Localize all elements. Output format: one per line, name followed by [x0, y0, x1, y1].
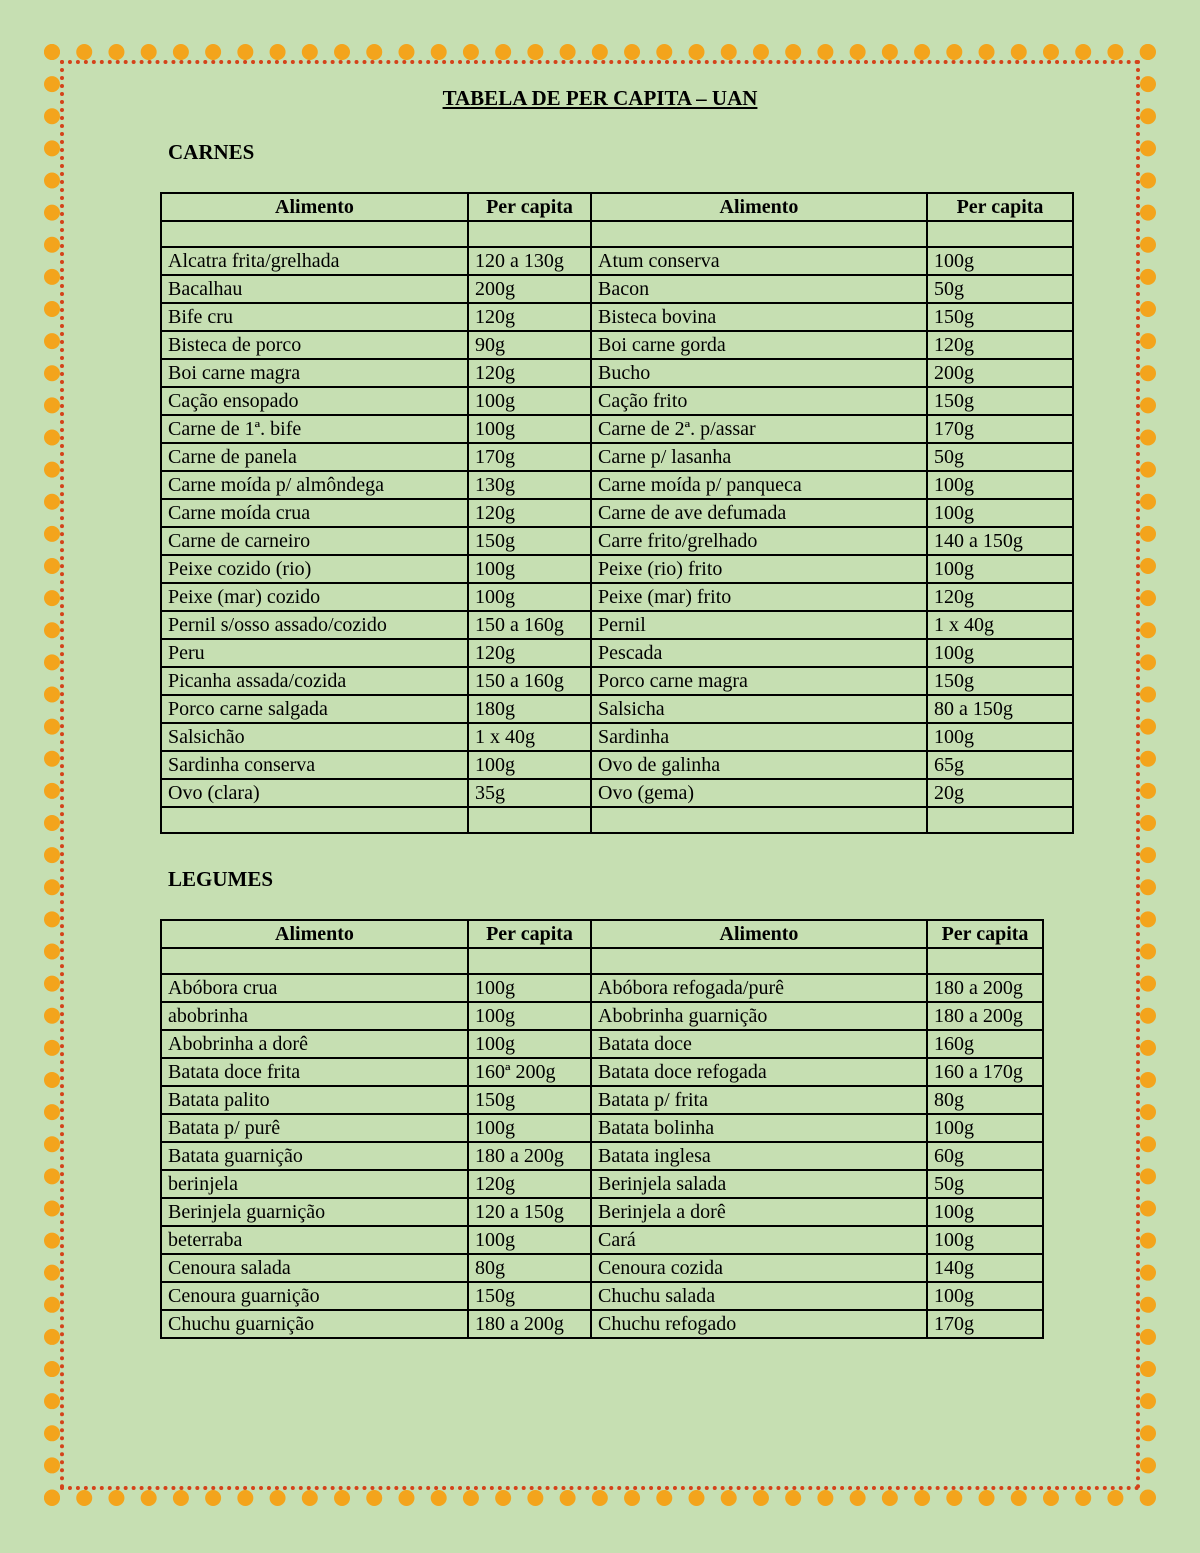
header-per-capita: Per capita — [927, 193, 1073, 221]
table-row — [161, 1114, 1043, 1142]
food-cell: Carne p/ lasanha — [591, 443, 927, 471]
per-capita-cell: 100g — [927, 247, 1073, 275]
per-capita-cell: 100g — [468, 1226, 591, 1254]
food-cell: Sardinha conserva — [161, 751, 468, 779]
per-capita-cell: 140 a 150g — [927, 527, 1073, 555]
food-cell: Abobrinha guarnição — [591, 1002, 927, 1030]
per-capita-cell: 150g — [927, 667, 1073, 695]
table-row — [161, 1282, 1043, 1310]
per-capita-cell: 120 a 130g — [468, 247, 591, 275]
table-row — [161, 303, 1073, 331]
food-cell: Pernil — [591, 611, 927, 639]
per-capita-cell: 170g — [927, 415, 1073, 443]
table-row — [161, 275, 1073, 303]
header-per-capita: Per capita — [468, 920, 591, 948]
food-cell: Alcatra frita/grelhada — [161, 247, 468, 275]
food-cell: Picanha assada/cozida — [161, 667, 468, 695]
per-capita-cell: 80g — [468, 1254, 591, 1282]
food-cell: Carne moída p/ panqueca — [591, 471, 927, 499]
food-cell: Peixe (mar) cozido — [161, 583, 468, 611]
food-cell: Batata guarnição — [161, 1142, 468, 1170]
per-capita-cell: 150 a 160g — [468, 667, 591, 695]
empty-row — [161, 948, 1043, 974]
food-cell: Chuchu guarnição — [161, 1310, 468, 1338]
header-per-capita: Per capita — [468, 193, 591, 221]
food-cell: berinjela — [161, 1170, 468, 1198]
food-cell: Carne de 2ª. p/assar — [591, 415, 927, 443]
per-capita-cell: 100g — [468, 387, 591, 415]
section-heading-carnes: CARNES — [168, 140, 255, 164]
food-cell: Cará — [591, 1226, 927, 1254]
food-cell: Carne moída p/ almôndega — [161, 471, 468, 499]
food-cell: Carre frito/grelhado — [591, 527, 927, 555]
per-capita-cell: 120g — [468, 499, 591, 527]
per-capita-cell: 150g — [927, 303, 1073, 331]
per-capita-cell: 150g — [468, 527, 591, 555]
food-cell: Ovo (gema) — [591, 779, 927, 807]
per-capita-cell: 100g — [468, 555, 591, 583]
per-capita-cell: 100g — [927, 1282, 1043, 1310]
food-cell: Cenoura salada — [161, 1254, 468, 1282]
per-capita-cell: 50g — [927, 275, 1073, 303]
per-capita-cell: 160ª 200g — [468, 1058, 591, 1086]
per-capita-cell: 100g — [468, 1030, 591, 1058]
food-cell: Bacalhau — [161, 275, 468, 303]
food-cell: Salsicha — [591, 695, 927, 723]
per-capita-cell: 120g — [468, 1170, 591, 1198]
per-capita-cell: 120 a 150g — [468, 1198, 591, 1226]
empty-row — [161, 807, 1073, 833]
food-cell: Salsichão — [161, 723, 468, 751]
food-cell: Berinjela a dorê — [591, 1198, 927, 1226]
food-cell: Porco carne salgada — [161, 695, 468, 723]
per-capita-cell: 180 a 200g — [927, 1002, 1043, 1030]
per-capita-cell: 100g — [927, 471, 1073, 499]
table-header-row — [161, 193, 1073, 221]
food-cell: Batata doce — [591, 1030, 927, 1058]
per-capita-cell: 100g — [468, 974, 591, 1002]
food-cell: Pescada — [591, 639, 927, 667]
per-capita-cell: 120g — [468, 639, 591, 667]
table-row — [161, 695, 1073, 723]
per-capita-cell: 100g — [468, 751, 591, 779]
per-capita-cell: 120g — [927, 331, 1073, 359]
food-cell: Boi carne magra — [161, 359, 468, 387]
table-row — [161, 1086, 1043, 1114]
per-capita-cell: 100g — [927, 639, 1073, 667]
per-capita-cell: 120g — [468, 359, 591, 387]
header-alimento: Alimento — [161, 920, 468, 948]
food-cell: Cação ensopado — [161, 387, 468, 415]
per-capita-cell: 80 a 150g — [927, 695, 1073, 723]
per-capita-cell: 120g — [468, 303, 591, 331]
table-row — [161, 1142, 1043, 1170]
per-capita-cell: 100g — [468, 1114, 591, 1142]
food-cell: Cação frito — [591, 387, 927, 415]
per-capita-cell: 150 a 160g — [468, 611, 591, 639]
per-capita-cell: 80g — [927, 1086, 1043, 1114]
per-capita-cell: 200g — [927, 359, 1073, 387]
table-row — [161, 751, 1073, 779]
food-cell: Cenoura guarnição — [161, 1282, 468, 1310]
per-capita-cell: 100g — [468, 1002, 591, 1030]
table-row — [161, 1226, 1043, 1254]
food-cell: Boi carne gorda — [591, 331, 927, 359]
header-per-capita: Per capita — [927, 920, 1043, 948]
table-row — [161, 1170, 1043, 1198]
per-capita-cell: 100g — [927, 1226, 1043, 1254]
food-cell: Carne de panela — [161, 443, 468, 471]
food-cell: Carne de 1ª. bife — [161, 415, 468, 443]
table-row — [161, 471, 1073, 499]
per-capita-cell: 100g — [927, 499, 1073, 527]
empty-cell — [161, 807, 468, 833]
per-capita-cell: 200g — [468, 275, 591, 303]
table-row — [161, 1030, 1043, 1058]
empty-row — [161, 221, 1073, 247]
per-capita-cell: 1 x 40g — [468, 723, 591, 751]
food-cell: Peixe (rio) frito — [591, 555, 927, 583]
per-capita-cell: 100g — [468, 583, 591, 611]
empty-cell — [927, 221, 1073, 247]
per-capita-cell: 170g — [927, 1310, 1043, 1338]
food-cell: Bife cru — [161, 303, 468, 331]
per-capita-cell: 35g — [468, 779, 591, 807]
food-cell: Batata p/ purê — [161, 1114, 468, 1142]
food-cell: Pernil s/osso assado/cozido — [161, 611, 468, 639]
food-cell: Sardinha — [591, 723, 927, 751]
empty-cell — [927, 948, 1043, 974]
header-alimento: Alimento — [591, 920, 927, 948]
table-row — [161, 1198, 1043, 1226]
table-row — [161, 667, 1073, 695]
table-row — [161, 499, 1073, 527]
table-row — [161, 443, 1073, 471]
per-capita-cell: 180 a 200g — [468, 1310, 591, 1338]
table-header-row — [161, 920, 1043, 948]
per-capita-cell: 180g — [468, 695, 591, 723]
per-capita-cell: 170g — [468, 443, 591, 471]
legumes-table — [160, 919, 1044, 1339]
food-cell: Atum conserva — [591, 247, 927, 275]
food-cell: Ovo (clara) — [161, 779, 468, 807]
per-capita-cell: 100g — [927, 1198, 1043, 1226]
empty-cell — [591, 807, 927, 833]
food-cell: abobrinha — [161, 1002, 468, 1030]
per-capita-cell: 1 x 40g — [927, 611, 1073, 639]
food-cell: Batata p/ frita — [591, 1086, 927, 1114]
food-cell: Chuchu salada — [591, 1282, 927, 1310]
carnes-table — [160, 192, 1074, 834]
table-row — [161, 331, 1073, 359]
food-cell: Ovo de galinha — [591, 751, 927, 779]
table-row — [161, 1058, 1043, 1086]
per-capita-cell: 150g — [468, 1282, 591, 1310]
table-row — [161, 1002, 1043, 1030]
table-row — [161, 974, 1043, 1002]
per-capita-cell: 100g — [927, 555, 1073, 583]
page-title: TABELA DE PER CAPITA – UAN — [442, 86, 758, 110]
food-cell: Berinjela guarnição — [161, 1198, 468, 1226]
food-cell: Batata doce frita — [161, 1058, 468, 1086]
food-cell: Bacon — [591, 275, 927, 303]
per-capita-cell: 160g — [927, 1030, 1043, 1058]
table-row — [161, 527, 1073, 555]
food-cell: Berinjela salada — [591, 1170, 927, 1198]
food-cell: Batata doce refogada — [591, 1058, 927, 1086]
table-row — [161, 639, 1073, 667]
food-cell: Cenoura cozida — [591, 1254, 927, 1282]
empty-cell — [591, 948, 927, 974]
table-row — [161, 555, 1073, 583]
food-cell: beterraba — [161, 1226, 468, 1254]
food-cell: Bisteca bovina — [591, 303, 927, 331]
per-capita-cell: 90g — [468, 331, 591, 359]
table-row — [161, 359, 1073, 387]
per-capita-cell: 20g — [927, 779, 1073, 807]
table-row — [161, 387, 1073, 415]
food-cell: Chuchu refogado — [591, 1310, 927, 1338]
header-alimento: Alimento — [161, 193, 468, 221]
table-row — [161, 247, 1073, 275]
per-capita-cell: 180 a 200g — [468, 1142, 591, 1170]
food-cell: Batata palito — [161, 1086, 468, 1114]
per-capita-cell: 140g — [927, 1254, 1043, 1282]
table-row — [161, 723, 1073, 751]
per-capita-cell: 50g — [927, 443, 1073, 471]
per-capita-cell: 120g — [927, 583, 1073, 611]
food-cell: Batata bolinha — [591, 1114, 927, 1142]
food-cell: Porco carne magra — [591, 667, 927, 695]
food-cell: Peru — [161, 639, 468, 667]
table-row — [161, 1254, 1043, 1282]
food-cell: Carne de ave defumada — [591, 499, 927, 527]
per-capita-cell: 60g — [927, 1142, 1043, 1170]
per-capita-cell: 65g — [927, 751, 1073, 779]
header-alimento: Alimento — [591, 193, 927, 221]
food-cell: Peixe (mar) frito — [591, 583, 927, 611]
empty-cell — [468, 221, 591, 247]
food-cell: Carne de carneiro — [161, 527, 468, 555]
per-capita-cell: 100g — [468, 415, 591, 443]
per-capita-cell: 100g — [927, 1114, 1043, 1142]
section-heading-legumes: LEGUMES — [168, 867, 274, 891]
per-capita-cell: 150g — [468, 1086, 591, 1114]
food-cell: Abóbora refogada/purê — [591, 974, 927, 1002]
table-row — [161, 583, 1073, 611]
table-row — [161, 1310, 1043, 1338]
per-capita-cell: 180 a 200g — [927, 974, 1043, 1002]
per-capita-cell: 50g — [927, 1170, 1043, 1198]
food-cell: Abobrinha a dorê — [161, 1030, 468, 1058]
table-row — [161, 415, 1073, 443]
empty-cell — [161, 221, 468, 247]
empty-cell — [161, 948, 468, 974]
food-cell: Bucho — [591, 359, 927, 387]
food-cell: Batata inglesa — [591, 1142, 927, 1170]
table-row — [161, 611, 1073, 639]
food-cell: Carne moída crua — [161, 499, 468, 527]
per-capita-cell: 160 a 170g — [927, 1058, 1043, 1086]
empty-cell — [927, 807, 1073, 833]
per-capita-cell: 130g — [468, 471, 591, 499]
per-capita-cell: 150g — [927, 387, 1073, 415]
per-capita-cell: 100g — [927, 723, 1073, 751]
empty-cell — [591, 221, 927, 247]
food-cell: Abóbora crua — [161, 974, 468, 1002]
table-row — [161, 779, 1073, 807]
empty-cell — [468, 807, 591, 833]
food-cell: Peixe cozido (rio) — [161, 555, 468, 583]
empty-cell — [468, 948, 591, 974]
food-cell: Bisteca de porco — [161, 331, 468, 359]
